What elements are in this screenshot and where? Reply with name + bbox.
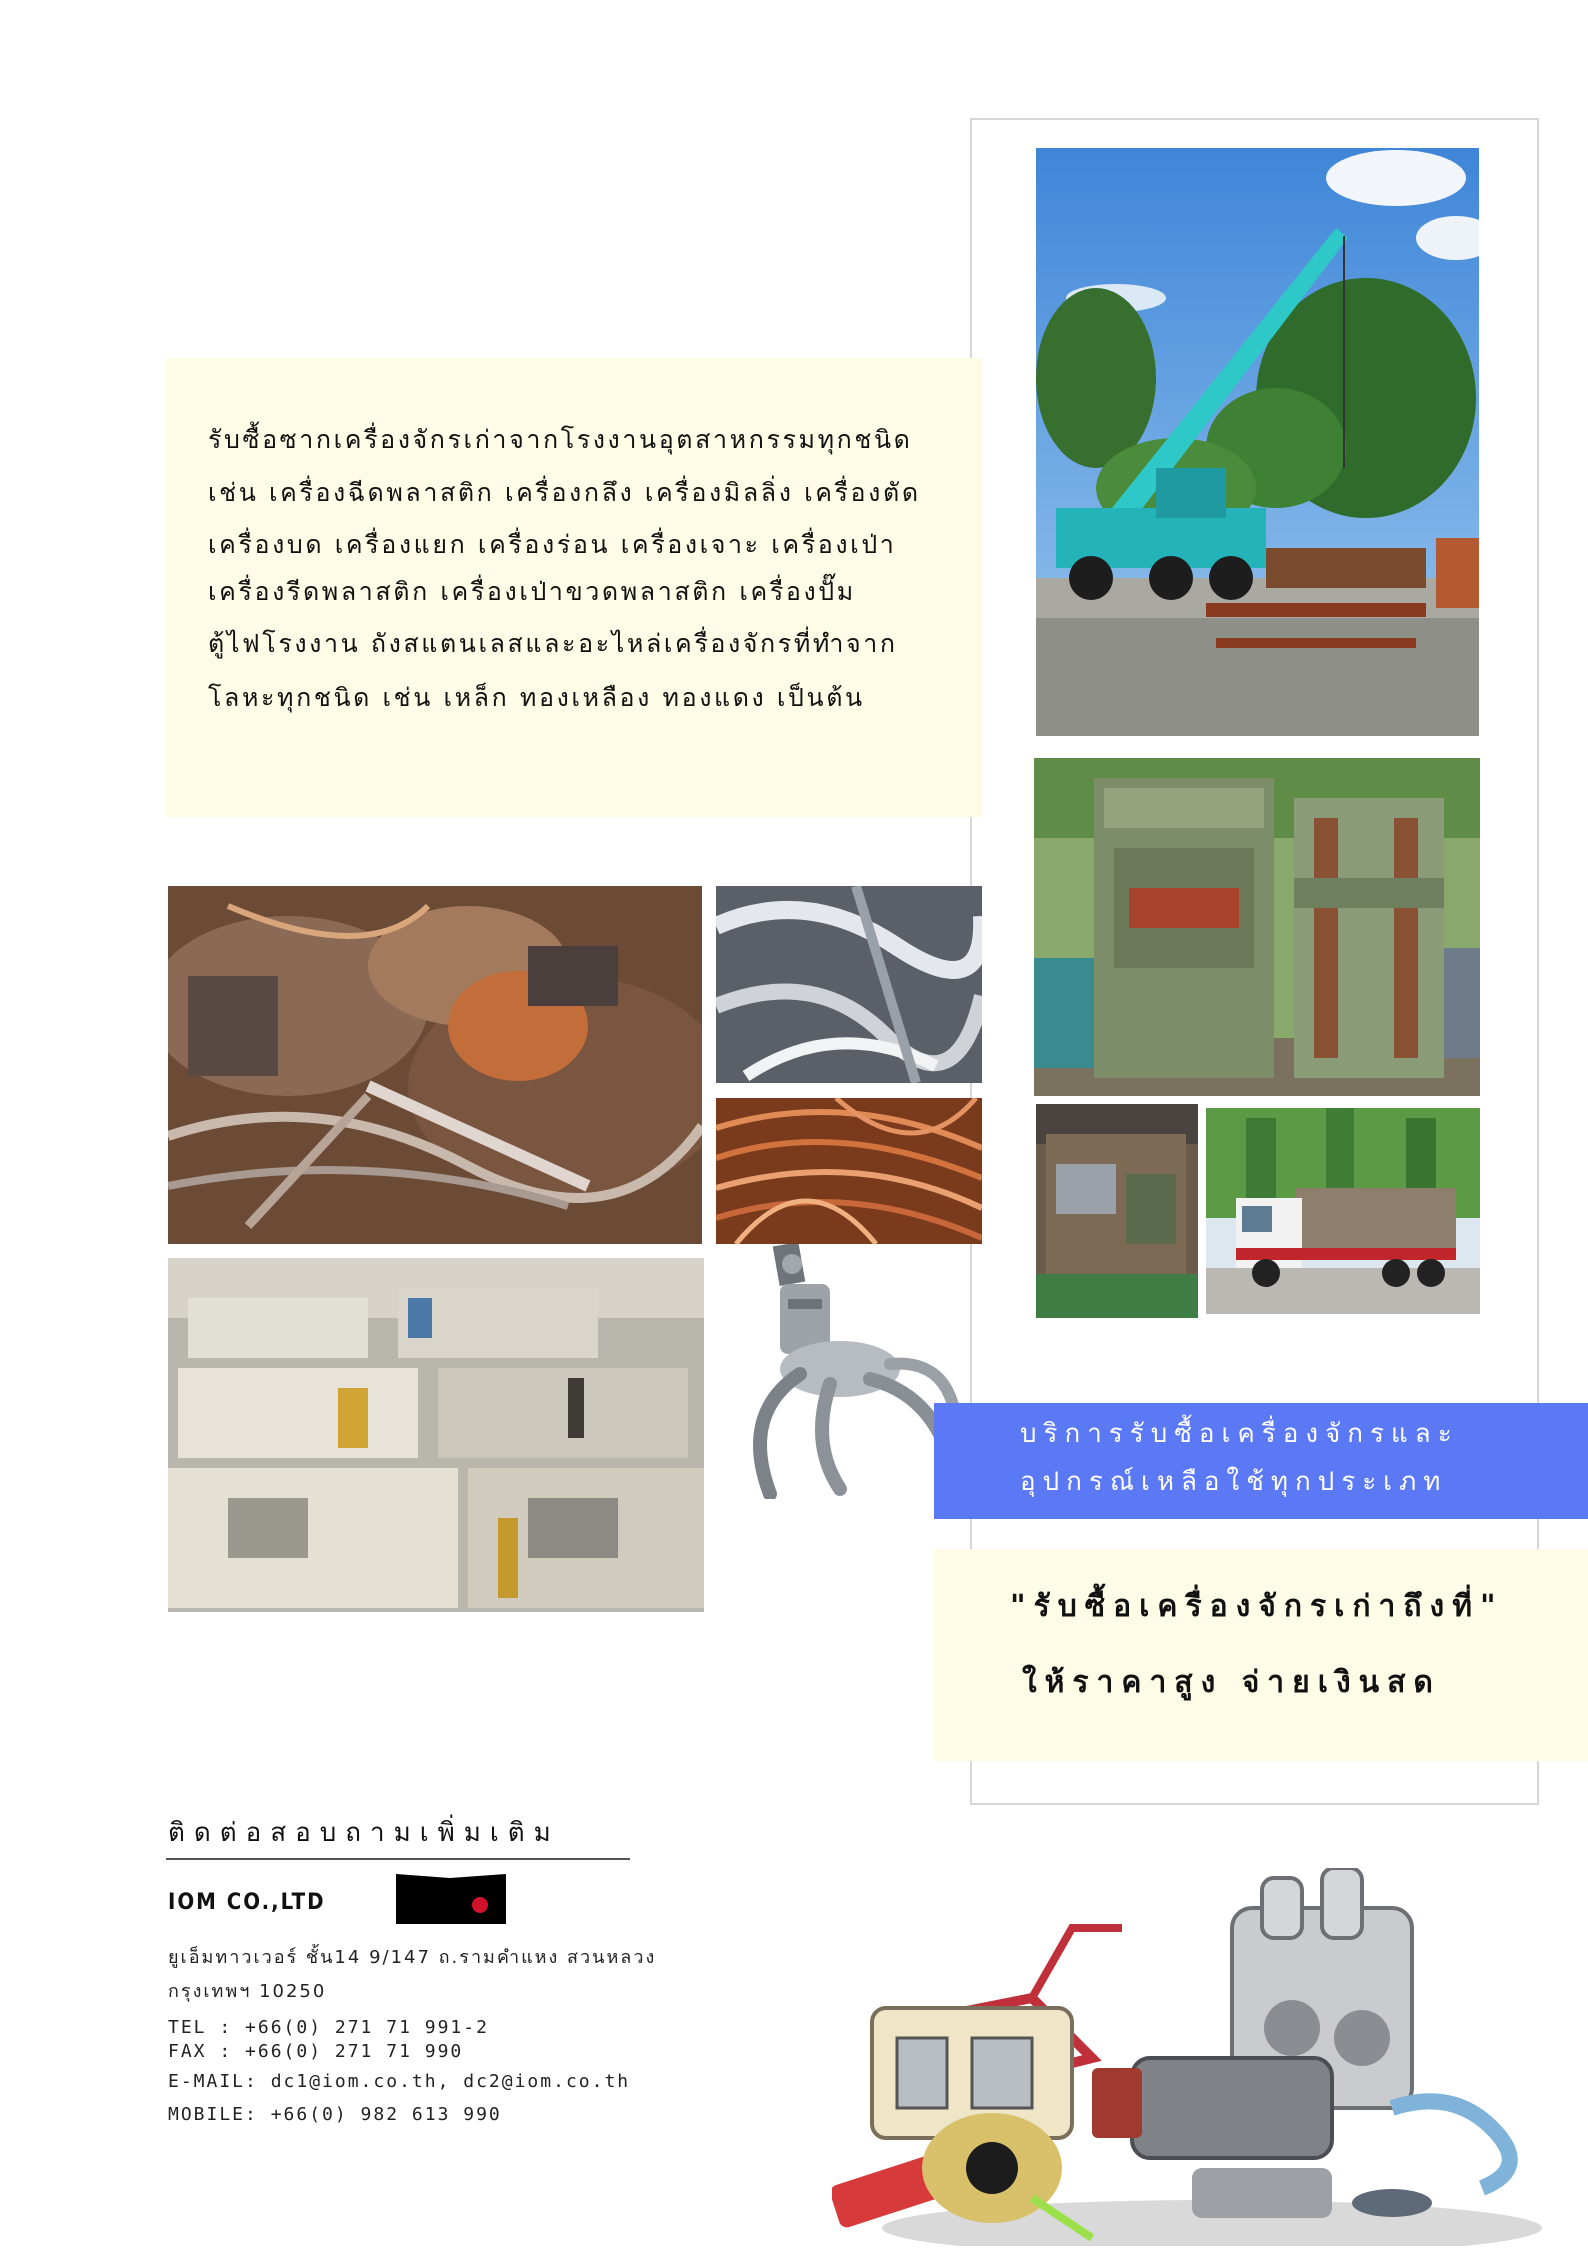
injection-machines-photo [168, 1258, 704, 1612]
grabber-claw-icon [730, 1244, 960, 1499]
service-banner [934, 1403, 1588, 1519]
intro-line-2: เช่น เครื่องฉีดพลาสติก เครื่องกลึง เครื่องมิลลิ่ง เครื่องตัด [208, 478, 921, 507]
intro-text-box [166, 358, 982, 817]
email-text: E-MAIL: dc1@iom.co.th, dc2@iom.co.th [168, 2071, 631, 2092]
company-logo [396, 1874, 506, 1924]
contact-heading: ติดต่อสอบถามเพิ่มเติม [168, 1818, 560, 1848]
address-line-1: ยูเอ็มทาวเวอร์ ชั้น14 9/147 ถ.รามคำแหง สวนหลวง [168, 1947, 657, 1968]
mobile-text: MOBILE: +66(0) 982 613 990 [168, 2104, 502, 2125]
fax-text: FAX : +66(0) 271 71 990 [168, 2041, 464, 2062]
scrap-metal-photo [168, 886, 702, 1244]
slogan-line-1: "รับซื้อเครื่องจักรเก่าถึงที่" [1010, 1589, 1504, 1624]
crane-photo [1036, 148, 1479, 736]
aluminum-scrap-photo [716, 886, 982, 1083]
truck-photo [1206, 1108, 1480, 1314]
tel-text: TEL : +66(0) 271 71 991-2 [168, 2017, 489, 2038]
address-line-2: กรุงเทพฯ 10250 [168, 1981, 327, 2002]
intro-line-6: โลหะทุกชนิด เช่น เหล็ก ทองเหลือง ทองแดง เป็นต้น [208, 683, 865, 712]
press-machines-photo [1034, 758, 1480, 1096]
truck-load-photo [1036, 1104, 1198, 1318]
service-banner-line-1: บริการรับซื้อเครื่องจักรและ [1020, 1419, 1459, 1449]
company-name: IOM CO.,LTD [168, 1890, 326, 1915]
slogan-line-2: ให้ราคาสูง จ่ายเงินสด [1022, 1665, 1441, 1700]
contact-divider [166, 1858, 630, 1860]
intro-line-3: เครื่องบด เครื่องแยก เครื่องร่อน เครื่องเจาะ เครื่องเป่า [208, 530, 897, 559]
slogan-box [934, 1549, 1588, 1761]
intro-line-1: รับซื้อซากเครื่องจักรเก่าจากโรงงานอุตสาหกรรมทุกชนิด [208, 425, 913, 454]
copper-wire-photo [716, 1098, 982, 1244]
junk-pile-illustration [832, 1868, 1562, 2246]
intro-line-4: เครื่องรีดพลาสติก เครื่องเป่าขวดพลาสติก เครื่องปั๊ม [208, 577, 856, 606]
service-banner-line-2: อุปกรณ์เหลือใช้ทุกประเภท [1020, 1467, 1448, 1497]
intro-line-5: ตู้ไฟโรงงาน ถังสแตนเลสและอะไหล่เครื่องจักรที่ทำจาก [208, 629, 898, 658]
